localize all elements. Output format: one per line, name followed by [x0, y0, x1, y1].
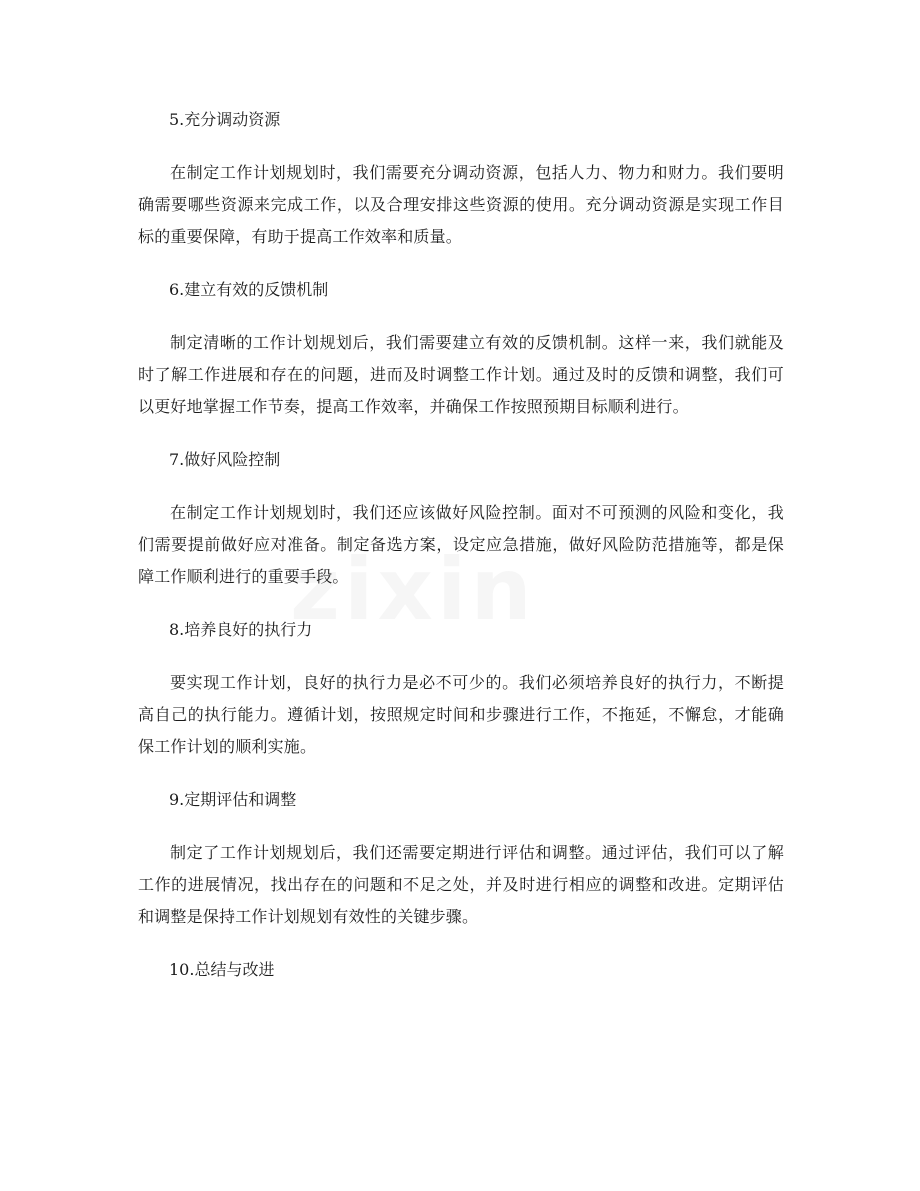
section-paragraph-9: 制定了工作计划规划后，我们还需要定期进行评估和调整。通过评估，我们可以了解工作的进展情况，找出存在的问题和不足之处，并及时进行相应的调整和改进。定期评估和调整是保持工作计划规划有效性的关键步骤。	[138, 843, 784, 926]
section-heading-7: 7.做好风险控制	[169, 450, 281, 469]
section-heading-5: 5.充分调动资源	[169, 110, 281, 129]
document-body	[138, 104, 784, 986]
section-heading-6: 6.建立有效的反馈机制	[169, 280, 329, 299]
section-heading-9: 9.定期评估和调整	[169, 790, 297, 809]
section-paragraph-6: 制定清晰的工作计划规划后，我们需要建立有效的反馈机制。这样一来，我们就能及时了解工作进展和存在的问题，进而及时调整工作计划。通过及时的反馈和调整，我们可以更好地掌握工作节奏，提高工作效率，并确保工作按照预期目标顺利进行。	[138, 333, 784, 416]
section-paragraph-5: 在制定工作计划规划时，我们需要充分调动资源，包括人力、物力和财力。我们要明确需要哪些资源来完成工作，以及合理安排这些资源的使用。充分调动资源是实现工作目标的重要保障，有助于提高工作效率和质量。	[138, 163, 784, 246]
section-paragraph-8: 要实现工作计划，良好的执行力是必不可少的。我们必须培养良好的执行力，不断提高自己的执行能力。遵循计划，按照规定时间和步骤进行工作，不拖延，不懈怠，才能确保工作计划的顺利实施。	[138, 673, 784, 756]
section-paragraph-7: 在制定工作计划规划时，我们还应该做好风险控制。面对不可预测的风险和变化，我们需要提前做好应对准备。制定备选方案，设定应急措施，做好风险防范措施等，都是保障工作顺利进行的重要手段。	[138, 503, 784, 586]
section-heading-10: 10.总结与改进	[169, 960, 275, 979]
section-heading-8: 8.培养良好的执行力	[169, 620, 313, 639]
